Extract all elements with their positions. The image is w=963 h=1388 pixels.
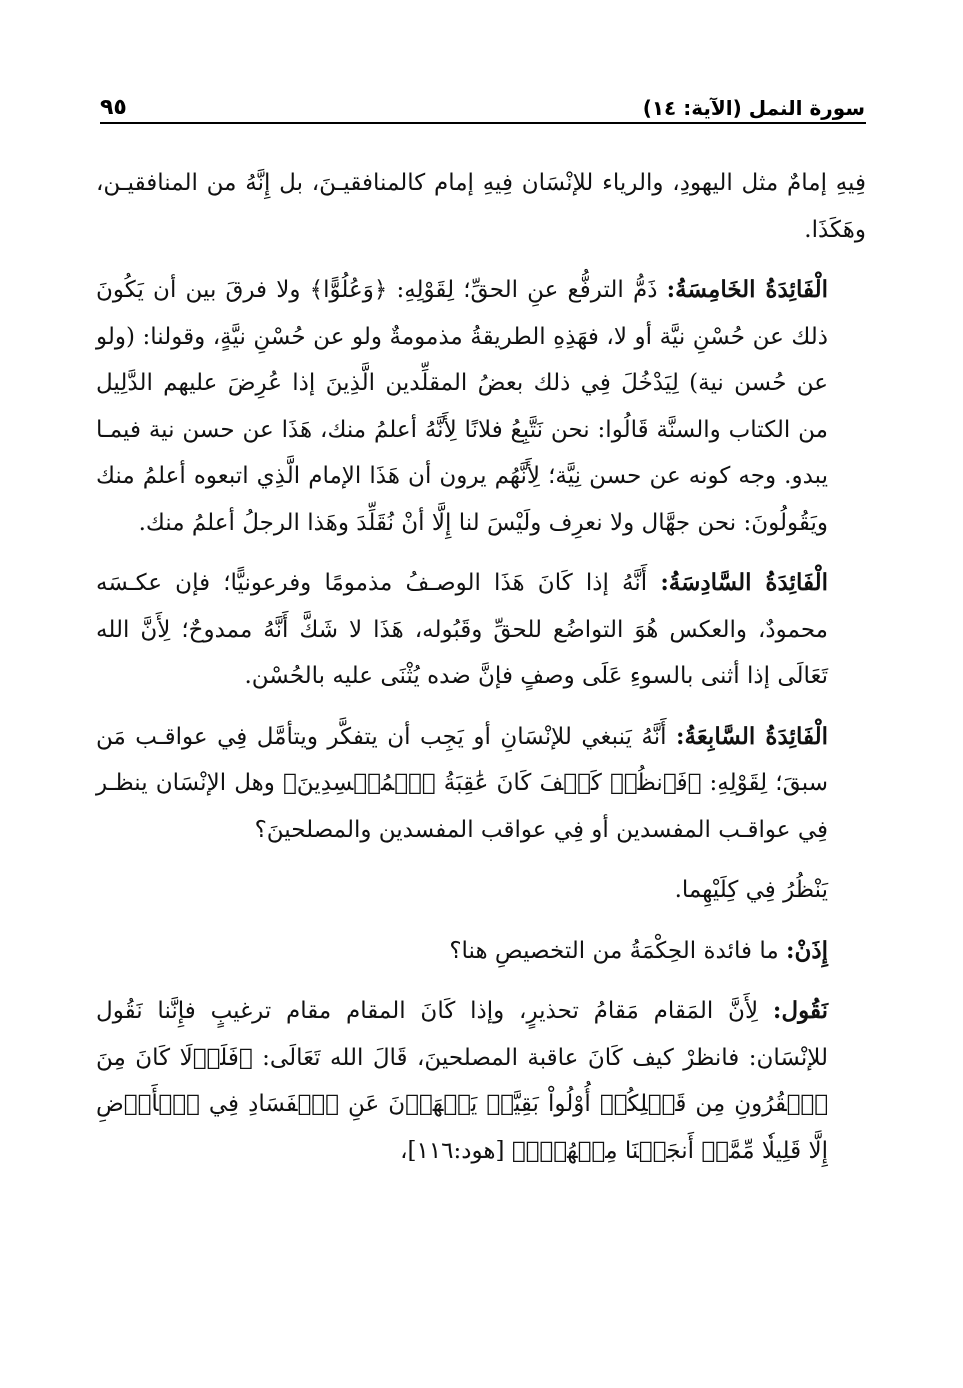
paragraph <box>96 867 866 914</box>
running-head: سورة النمل (الآية: ١٤) <box>642 96 865 120</box>
paragraph <box>96 928 866 975</box>
paragraph-text: لِأَنَّ المَقام مَقامُ تحذيرٍ، وإذا كَانَ المقام مقام ترغيبٍ فإِنَّنا نَقُول للإنْسَان: فانظرْ كيف كَانَ عاقبة المصلحينَ، قَالَ الله تَعَالَى: ﴿فَلَوۡلَا كَانَ مِنَ ٱلۡقُرُونِ مِن قَبۡلِكُمۡ أُوْلُواْ بَقِيَّةٖ يَنۡهَوۡنَ عَنِ ٱلۡفَسَادِ فِي ٱلۡأَرۡضِ إِلَّا قَلِيلٗا مِّمَّنۡ أَنجَيۡنَا مِنۡهُمۡۗ﴾ [هود:١١٦]، <box>96 998 828 1164</box>
paragraph <box>96 714 866 854</box>
paragraph-lead: الْفَائِدَةُ الخَامِسَةُ: <box>666 276 829 303</box>
paragraph <box>96 267 866 546</box>
paragraph-text: أَنَّهُ إذا كَانَ هَذَا الوصـفُ مذمومًا وفرعونيًّا؛ فإن عكـسَه محمودٌ، والعكس هُوَ التواضُع للحقِّ وقَبُوله، هَذَا لا شَكَّ أَنَّهُ ممدوحٌ؛ لِأَنَّ الله تَعَالَى إذا أثنى بالسوءِ عَلَى وصفٍ فإنَّ ضده يُثْنَى عليه بالحُسْن. <box>96 570 828 689</box>
paragraph-text: يَنْظُرُ فِي كِلَيْهِما. <box>674 877 828 903</box>
paragraph-text: أَنَّهُ يَنبغي للإنْسَانِ أو يَجِب أن يتفكَّر ويتأمَّل فِي عواقـب مَن سبقَ؛ لِقَوْلِهِ: ﴿فَٱنظُرۡ كَيۡفَ كَانَ عَٰقِبَةُ ٱلۡمُفۡسِدِينَ﴾ وهل الإنْسَان ينظـر فِي عواقـب المفسدين أو فِي عواقب المفسدين والمصلحينَ؟ <box>96 723 828 843</box>
page-header <box>100 86 865 120</box>
paragraph-text: فِيهِ إمامٌ مثل اليهودِ، والرياء للإنْسَان فِيهِ إمام كالمنافقيـنَ، بل إِنَّهُ من المنافقيـن، وهَكَذَا. <box>96 170 866 243</box>
page-number: ٩٥ <box>100 95 127 120</box>
paragraph-lead: الْفَائِدَةُ السَّادِسَةُ: <box>660 569 828 596</box>
header-rule <box>100 122 866 124</box>
paragraph <box>96 160 866 253</box>
body-text <box>96 160 866 1188</box>
paragraph <box>96 988 866 1174</box>
paragraph-lead: نَقُول: <box>772 997 828 1024</box>
paragraph-lead: إِذَنْ: <box>785 936 828 964</box>
paragraph-text: ما فائدة الحِكْمَةُ من التخصيصِ هنا؟ <box>449 937 779 964</box>
paragraph <box>96 560 866 700</box>
paragraph-lead: الْفَائِدَةُ السَّابِعَةُ: <box>676 722 829 750</box>
paragraph-text: ذَمُّ الترفُّع عنِ الحقِّ؛ لِقَوْلِهِ: ﴿وَعُلُوًّا﴾ ولا فرقَ بين أن يَكُونَ ذلك عن حُسْنِ نيَّة أو لا، فهَذِهِ الطريقةُ مذمومةٌ ولو عن حُسْنِ نيَّةٍ، وقولنا: (ولو عن حُسن نية) لِيَدْخُلَ فِي ذلك بعضُ المقلِّدين الَّذِينَ إذا عُرِضَ عليهم الدَّلِيل من الكتاب والسنَّة قَالُوا: نحن نَتَّبِعُ فلانًا لِأَنَّهُ أعلمُ منك، هَذَا عن حسن نية فيمـا يبدو. وجه كونه عن حسن نِيَّة؛ لِأَنَّهُم يرون أن هَذَا الإمام الَّذِي اتبعوه أعلمُ منك ويَقُولُونَ: نحن جهَّال ولا نعرِف ولَيْسَ لنا إِلَّا أنْ نُقَلِّدَ وهَذا الرجلُ أعلمُ منك. <box>96 277 828 536</box>
